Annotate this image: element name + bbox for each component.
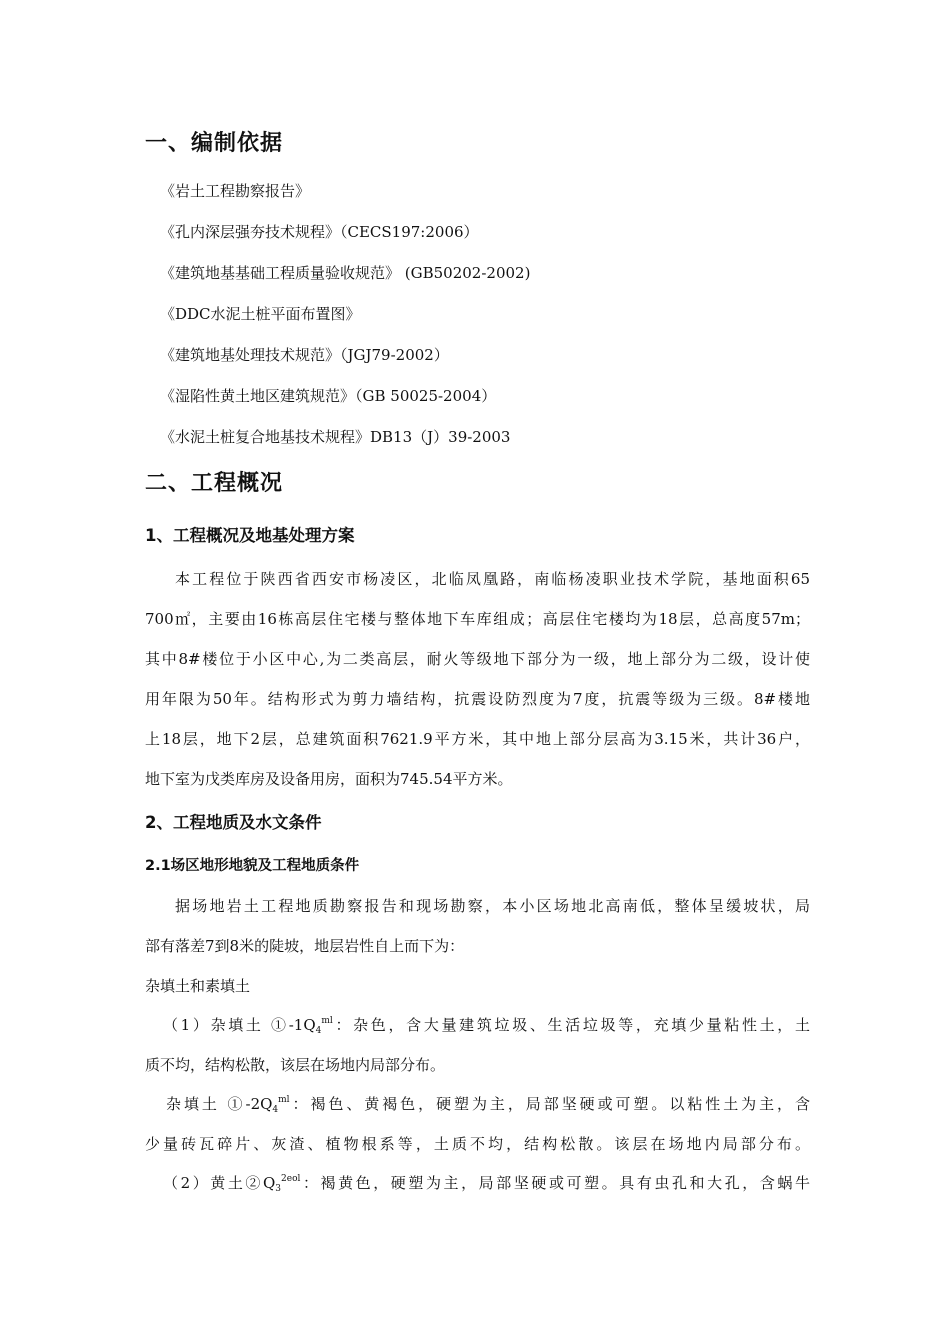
layer-text: ：褐色、黄褐色，硬塑为主，局部坚硬或可塑。以粘性土为主，含 xyxy=(289,1095,810,1113)
reference-item: 《水泥土桩复合地基技术规程》DB13（J）39-2003 xyxy=(160,428,511,446)
paragraph-line: 据场地岩土工程地质勘察报告和现场勘察，本小区场地北高南低，整体呈缓坡状，局 xyxy=(175,897,810,915)
layer-description xyxy=(145,1014,810,1036)
subsection-heading: 1、工程概况及地基处理方案 xyxy=(145,526,355,545)
paragraph-line: 本工程位于陕西省西安市杨凌区，北临凤凰路，南临杨凌职业技术学院，基地面积65 xyxy=(175,570,810,588)
layer-subscript: 4 xyxy=(272,1105,279,1115)
layer-code: （1）杂填土 ①-1Q xyxy=(163,1016,316,1034)
subsection-heading: 2、工程地质及水文条件 xyxy=(145,813,322,832)
layer-description xyxy=(145,1172,810,1194)
subsubsection-heading: 2.1场区地形地貌及工程地质条件 xyxy=(145,858,360,874)
paragraph-line: 用年限为50年。结构形式为剪力墙结构，抗震设防烈度为7度，抗震等级为三级。8#楼地 xyxy=(145,690,810,708)
layer-subscript: 3 xyxy=(275,1184,282,1194)
reference-item: 《建筑地基基础工程质量验收规范》 (GB50202-2002) xyxy=(160,264,531,282)
layer-subscript: 4 xyxy=(315,1026,322,1036)
layer-code: 杂填土 ①-2Q xyxy=(166,1095,273,1113)
section-heading-overview: 二、工程概况 xyxy=(145,471,284,496)
paragraph-line: 地下室为戊类库房及设备用房，面积为745.54平方米。 xyxy=(145,770,513,788)
paragraph-line: 700㎡，主要由16栋高层住宅楼与整体地下车库组成；高层住宅楼均为18层，总高度57m； xyxy=(145,610,810,628)
section-heading-basis: 一、编制依据 xyxy=(145,131,284,156)
layer-text: ：褐黄色，硬塑为主，局部坚硬或可塑。具有虫孔和大孔，含蜗牛 xyxy=(300,1174,810,1192)
layer-code: （2）黄土②Q xyxy=(163,1174,276,1192)
layer-superscript: ml xyxy=(321,1016,333,1026)
reference-item: 《建筑地基处理技术规范》（JGJ79-2002） xyxy=(160,346,449,364)
paragraph-line: 部有落差7到8米的陡坡，地层岩性自上而下为： xyxy=(145,937,465,955)
layer-text: ：杂色，含大量建筑垃圾、生活垃圾等，充填少量粘性土，土 xyxy=(332,1016,810,1034)
paragraph-line: 少量砖瓦碎片、灰渣、植物根系等，土质不均，结构松散。该层在场地内局部分布。 xyxy=(145,1135,810,1153)
paragraph-line: 上18层，地下2层，总建筑面积7621.9平方米，其中地上部分层高为3.15米，共计36户， xyxy=(145,730,810,748)
fill-soil-title: 杂填土和素填土 xyxy=(145,977,251,995)
layer-superscript: ml xyxy=(278,1095,290,1105)
paragraph-line: 其中8#楼位于小区中心,为二类高层，耐火等级地下部分为一级，地上部分为二级，设计使 xyxy=(145,650,810,668)
paragraph-line: 质不均，结构松散，该层在场地内局部分布。 xyxy=(145,1056,446,1074)
reference-item: 《DDC水泥土桩平面布置图》 xyxy=(160,305,361,323)
reference-item: 《岩土工程勘察报告》 xyxy=(160,182,311,200)
reference-item: 《湿陷性黄土地区建筑规范》（GB 50025-2004） xyxy=(160,387,497,405)
layer-superscript: 2eol xyxy=(281,1174,301,1184)
reference-item: 《孔内深层强夯技术规程》（CECS197:2006） xyxy=(160,223,479,241)
layer-description xyxy=(145,1093,810,1115)
